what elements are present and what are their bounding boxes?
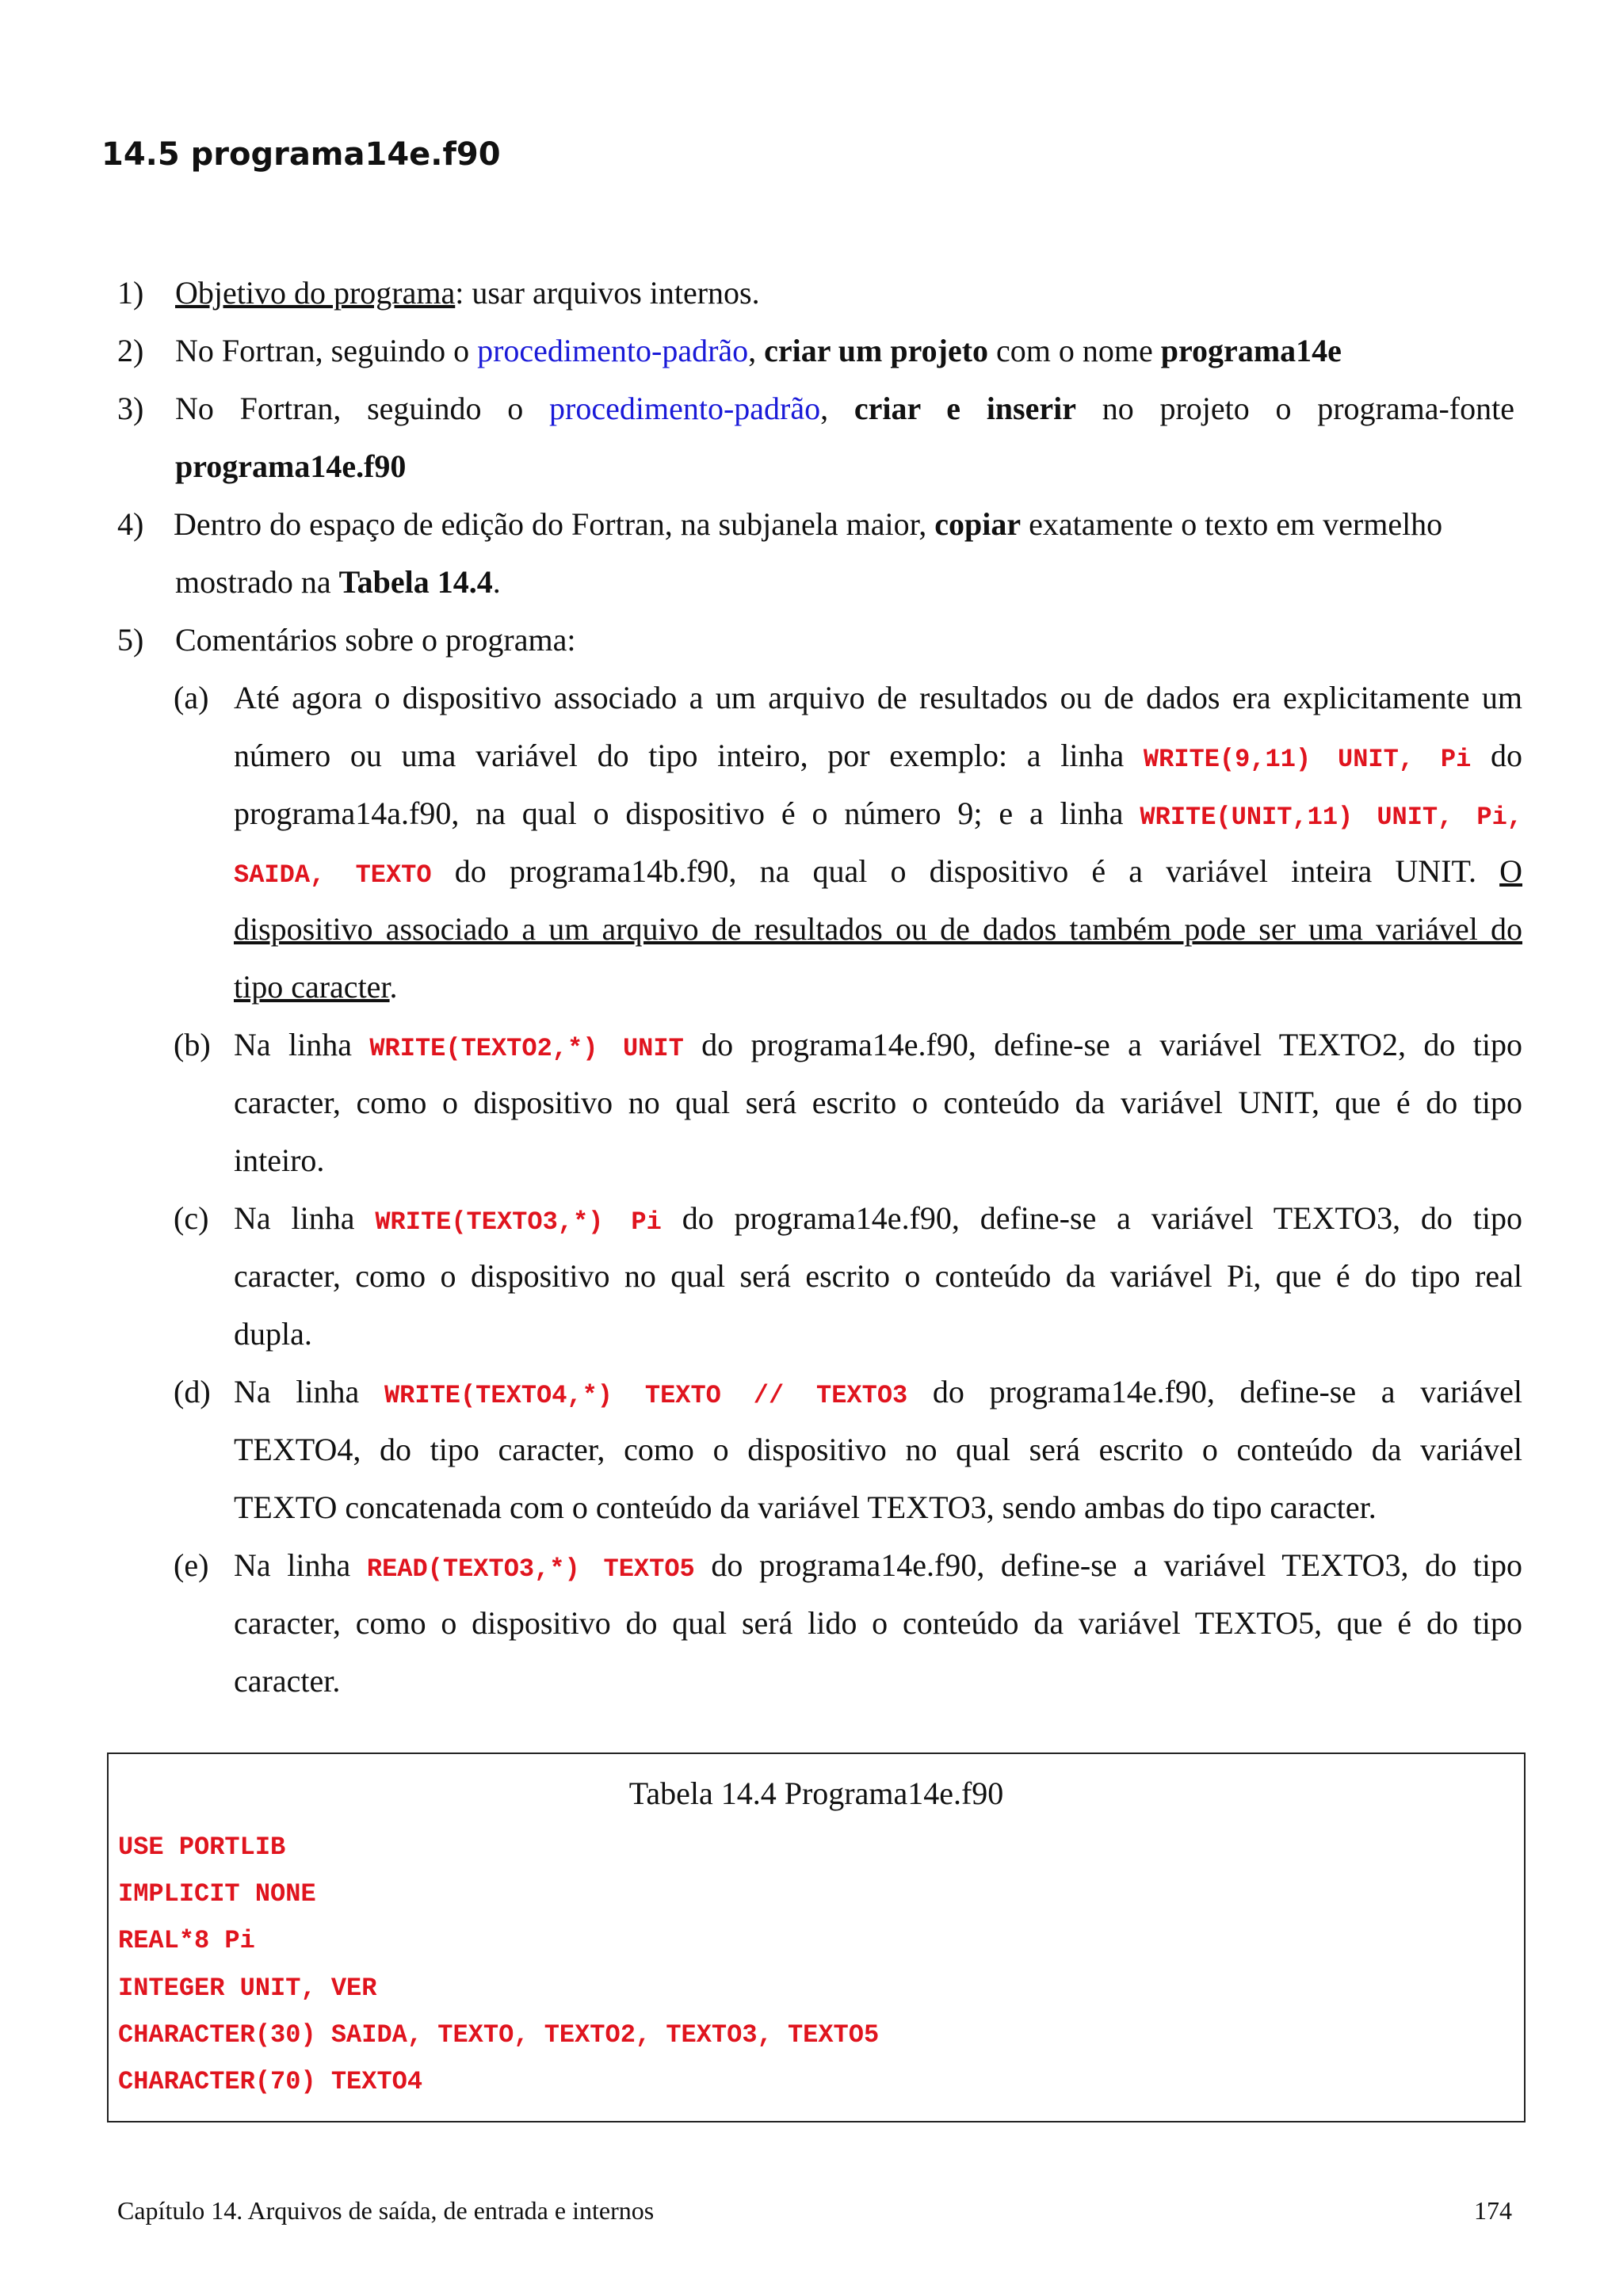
text: do programa14e.f90, define-se a variável TEXTO3, do tipo (661, 1200, 1522, 1236)
bold-text: criar e inserir (854, 391, 1076, 426)
text: programa14a.f90, na qual o dispositivo é o número 9; e a linha (234, 795, 1140, 831)
text: , (820, 391, 854, 426)
sub-b-line-2: caracter, como o dispositivo no qual será escrito o conteúdo da variável UNIT, que é do tipo (234, 1085, 1522, 1120)
code-line: REAL*8 Pi (118, 1926, 255, 1955)
procedimento-padrao-link[interactable]: procedimento-padrão (477, 333, 749, 368)
item-number: 2) (117, 333, 144, 368)
underlined-text: O (1499, 853, 1522, 889)
code-snippet: WRITE(TEXTO2,*) UNIT (369, 1034, 684, 1063)
text: do (1471, 738, 1523, 773)
text: Na linha (234, 1547, 367, 1583)
code-snippet: READ(TEXTO3,*) TEXTO5 (366, 1554, 695, 1584)
sub-d-line-1 (234, 1373, 1522, 1415)
sub-c-line-1 (234, 1199, 1522, 1241)
text: Na linha (234, 1027, 370, 1062)
text: . (389, 969, 398, 1005)
text: mostrado na (175, 564, 339, 600)
bold-text: copiar (934, 506, 1022, 542)
sub-a-line-2 (234, 737, 1522, 779)
code-line: CHARACTER(30) SAIDA, TEXTO, TEXTO2, TEXTO3, TEXTO5 (118, 2020, 880, 2050)
text: exatamente o texto em vermelho (1021, 506, 1443, 542)
sub-a-line-1: Até agora o dispositivo associado a um arquivo de resultados ou de dados era explicitamente um (234, 680, 1522, 715)
code-snippet: WRITE(TEXTO4,*) TEXTO // TEXTO3 (384, 1381, 908, 1410)
item-3-line-2: programa14e.f90 (175, 448, 407, 484)
item-2 (175, 332, 1342, 370)
code-line: INTEGER UNIT, VER (118, 1974, 377, 2003)
sub-d-line-2: TEXTO4, do tipo caracter, como o dispositivo no qual será escrito o conteúdo da variável (234, 1432, 1522, 1467)
sub-item-label: (c) (174, 1200, 209, 1236)
item-5: Comentários sobre o programa: (175, 622, 576, 658)
bold-text: Tabela 14.4 (338, 564, 493, 600)
text: no projeto o programa-fonte (1076, 391, 1514, 426)
code-snippet: WRITE(9,11) UNIT, Pi (1143, 745, 1472, 774)
section-heading: 14.5 programa14e.f90 (101, 136, 501, 173)
sub-b-line-1 (234, 1026, 1522, 1068)
item-number: 5) (117, 622, 144, 658)
code-snippet: SAIDA, TEXTO (234, 860, 432, 890)
sub-item-label: (b) (174, 1027, 211, 1062)
sub-c-line-2: caracter, como o dispositivo no qual será escrito o conteúdo da variável Pi, que é do tipo real (234, 1258, 1522, 1294)
objective-text: : usar arquivos internos. (455, 275, 760, 311)
item-4-line-2 (175, 563, 501, 601)
underlined-text: tipo caracter (234, 969, 390, 1005)
text: do programa14e.f90, define-se a variável (907, 1374, 1523, 1409)
sub-d-line-3: TEXTO concatenada com o conteúdo da variável TEXTO3, sendo ambas do tipo caracter. (234, 1489, 1377, 1525)
sub-e-line-3: caracter. (234, 1663, 341, 1699)
code-snippet: WRITE(UNIT,11) UNIT, Pi, (1140, 803, 1522, 832)
table-title: Tabela 14.4 Programa14e.f90 (628, 1775, 1004, 1811)
sub-item-label: (d) (174, 1374, 211, 1409)
text: . (492, 564, 501, 600)
item-4-line-1 (174, 505, 1442, 543)
sub-a-line-3 (234, 795, 1522, 837)
sub-a-line-5: dispositivo associado a um arquivo de resultados ou de dados também pode ser uma variável do (234, 911, 1522, 947)
sub-item-label: (e) (174, 1547, 209, 1583)
code-line: CHARACTER(70) TEXTO4 (118, 2067, 423, 2096)
sub-e-line-1 (234, 1547, 1522, 1589)
text: do programa14b.f90, na qual o dispositivo é a variável inteira UNIT. (431, 853, 1500, 889)
footer-chapter: Capítulo 14. Arquivos de saída, de entrada e internos (117, 2196, 655, 2225)
page-number: 174 (1474, 2196, 1512, 2225)
text: com o nome (988, 333, 1161, 368)
item-number: 1) (117, 275, 144, 311)
text: No Fortran, seguindo o (175, 333, 478, 368)
code-line: IMPLICIT NONE (118, 1879, 316, 1909)
bold-text: criar um projeto (764, 333, 989, 368)
objective-label: Objetivo do programa (175, 275, 456, 311)
text: Na linha (234, 1374, 384, 1409)
text: do programa14e.f90, define-se a variável TEXTO3, do tipo (694, 1547, 1523, 1583)
text: Na linha (234, 1200, 376, 1236)
text: Dentro do espaço de edição do Fortran, na subjanela maior, (174, 506, 935, 542)
code-table-box (107, 1753, 1526, 2122)
text: do programa14e.f90, define-se a variável TEXTO2, do tipo (683, 1027, 1523, 1062)
text: , (748, 333, 765, 368)
text: No Fortran, seguindo o (175, 391, 550, 426)
code-snippet: WRITE(TEXTO3,*) Pi (375, 1207, 662, 1237)
bold-text: programa14e (1160, 333, 1342, 368)
code-line: USE PORTLIB (118, 1833, 286, 1862)
item-3-line-1 (175, 390, 1514, 428)
procedimento-padrao-link[interactable]: procedimento-padrão (549, 391, 821, 426)
sub-item-label: (a) (174, 680, 209, 715)
item-number: 4) (117, 506, 144, 542)
sub-a-line-4 (234, 852, 1522, 894)
item-1 (175, 274, 760, 312)
item-number: 3) (117, 391, 144, 426)
sub-c-line-3: dupla. (234, 1316, 312, 1352)
sub-e-line-2: caracter, como o dispositivo do qual será lido o conteúdo da variável TEXTO5, que é do tipo (234, 1605, 1522, 1641)
sub-b-line-3: inteiro. (234, 1142, 325, 1178)
text: número ou uma variável do tipo inteiro, por exemplo: a linha (234, 738, 1144, 773)
sub-a-line-6 (234, 968, 398, 1006)
